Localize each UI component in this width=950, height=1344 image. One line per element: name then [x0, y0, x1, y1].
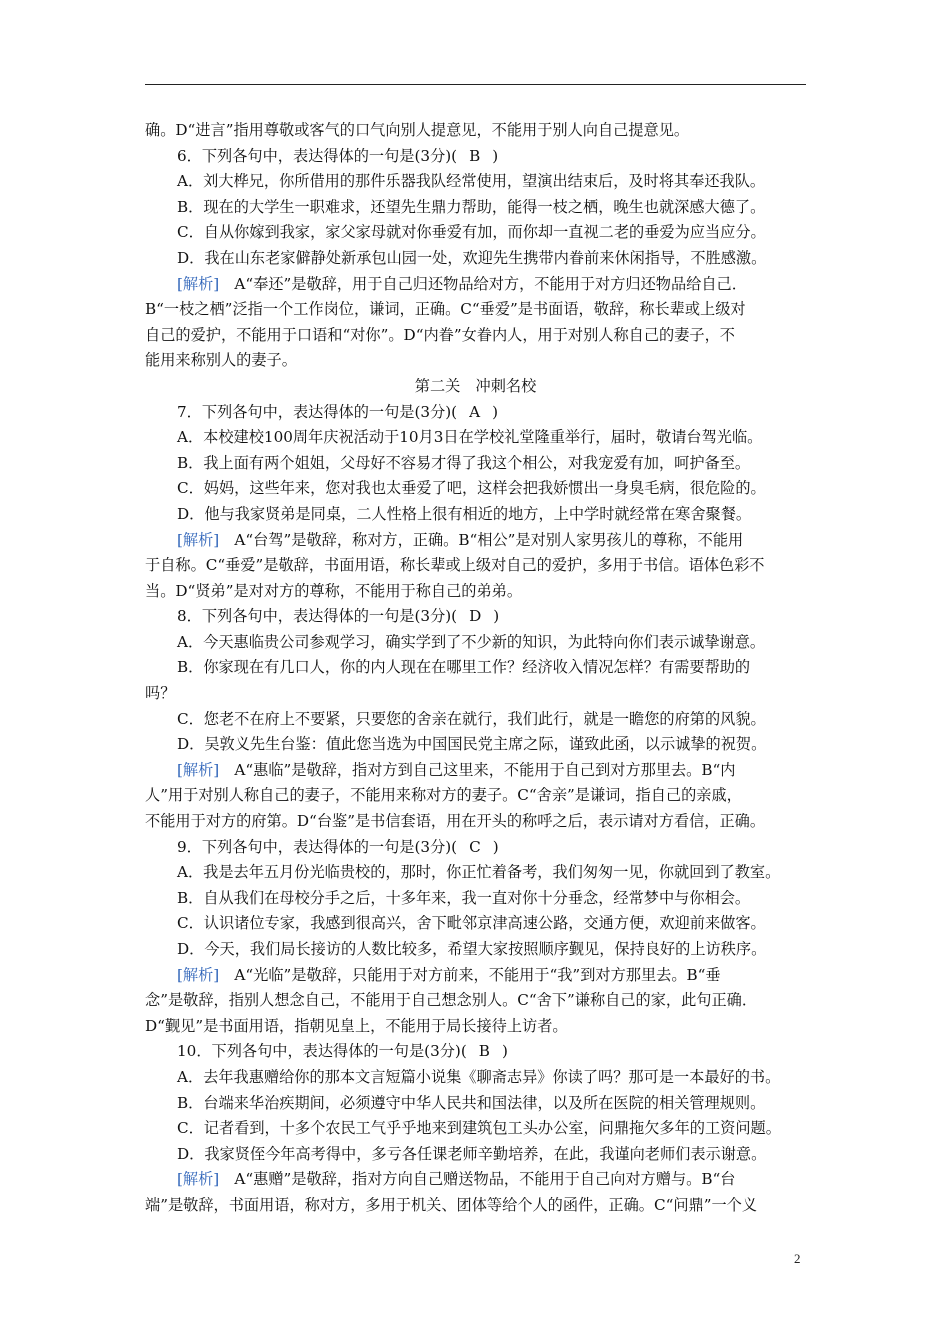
analysis-line: [145, 758, 806, 784]
analysis-tag: [解析]: [177, 1170, 220, 1189]
analysis-text: A“光临”是敬辞，只能用于对方前来，不能用于“我”到对方那里去。B“垂: [234, 965, 721, 984]
text-line: 确。D“进言”指用尊敬或客气的口气向别人提意见，不能用于别人向自己提意见。: [145, 121, 690, 139]
answer-option: D．吴敦义先生台鉴：值此您当选为中国国民党主席之际，谨致此函，以示诚挚的祝贺。: [177, 735, 767, 754]
answer-option: D．今天，我们局长接访的人数比较多，希望大家按照顺序觐见，保持良好的上访秩序。: [177, 940, 767, 958]
close-paren: ): [492, 837, 499, 856]
analysis-text: A“台驾”是敬辞，称对方，正确。B“相公”是对别人家男孩儿的尊称，不能用: [234, 530, 744, 549]
text-line: 念”是敬辞，指别人想念自己，不能用于自己想念别人。C“舍下”谦称自己的家，此句正确．: [145, 991, 758, 1010]
question-stem: [145, 835, 806, 861]
answer-option: D．他与我家贤弟是同桌，二人性格上很有相近的地方，上中学时就经常在寒舍聚餐。: [177, 504, 752, 523]
question-text: 6．下列各句中，表达得体的一句是(3分)(: [177, 146, 458, 165]
answer-option: A．今天惠临贵公司参观学习，确实学到了不少新的知识，为此特向你们表示诚挚谢意。: [177, 632, 766, 651]
answer-option: B．我上面有两个姐姐，父母好不容易才得了我这个相公，对我宠爱有加，呵护备至。: [177, 453, 751, 472]
text-line: 能用来称别人的妻子。: [145, 351, 297, 370]
question-stem: [145, 1039, 806, 1065]
answer-key: C: [469, 837, 481, 856]
text-line: 吗？: [145, 684, 176, 703]
analysis-line: [145, 528, 806, 554]
answer-option: B．台端来华治疾期间，必须遵守中华人民共和国法律，以及所在医院的相关管理规则。: [177, 1093, 766, 1112]
analysis-tag: [解析]: [177, 965, 220, 984]
question-stem: [145, 400, 806, 426]
text-line: D“觐见”是书面用语，指朝见皇上，不能用于局长接待上访者。: [145, 1016, 568, 1035]
answer-option: C．自从你嫁到我家，家父家母就对你垂爱有加，而你却一直视二老的垂爱为应当应分。: [177, 223, 766, 242]
question-stem: [145, 604, 806, 630]
text-line: 端”是敬辞，书面用语，称对方，多用于机关、团体等给个人的函件，正确。C“问鼎”一个义: [145, 1195, 758, 1214]
answer-option: D．我家贤侄今年高考得中，多亏各任课老师辛勤培养，在此，我谨向老师们表示谢意。: [177, 1144, 767, 1163]
answer-key: D: [469, 607, 482, 626]
answer-option: C．妈妈，这些年来，您对我也太垂爱了吧，这样会把我娇惯出一身臭毛病，很危险的。: [177, 479, 766, 498]
answer-option: A．本校建校100周年庆祝活动于10月3日在学校礼堂隆重举行，届时，敬请台驾光临。: [177, 428, 763, 447]
close-paren: ): [492, 402, 499, 421]
answer-option: B．你家现在有几口人，你的内人现在在哪里工作？经济收入情况怎样？有需要帮助的: [177, 658, 751, 677]
text-line: 不能用于对方的府第。D“台鉴”是书信套语，用在开头的称呼之后，表示请对方看信，正确。: [145, 812, 766, 831]
answer-option: C．记者看到，十多个农民工气乎乎地来到建筑包工头办公室，问鼎拖欠多年的工资问题。: [177, 1119, 781, 1138]
analysis-text: A“惠临”是敬辞，指对方到自己这里来，不能用于自己到对方那里去。B“内: [234, 760, 736, 779]
text-line: 自己的爱护，不能用于口语和“对你”。D“内眷”女眷内人，用于对别人称自己的妻子，不: [145, 325, 735, 344]
analysis-line: [145, 963, 806, 989]
question-text: 7．下列各句中，表达得体的一句是(3分)(: [177, 402, 458, 421]
text-line: B“一枝之栖”泛指一个工作岗位，谦词，正确。C“垂爱”是书面语，敬辞，称长辈或上级对: [145, 300, 746, 319]
text-line: 人”用于对别人称自己的妻子，不能用来称对方的妻子。C“舍亲”是谦词，指自己的亲戚，: [145, 786, 742, 805]
answer-option: B．自从我们在母校分手之后，十多年来，我一直对你十分垂念，经常梦中与你相会。: [177, 888, 751, 907]
text-line: 于自称。C“垂爱”是敬辞，书面用语，称长辈或上级对自己的爱护，多用于书信。语体色彩不: [145, 556, 765, 575]
answer-option: D．我在山东老家僻静处新承包山园一处，欢迎先生携带内眷前来休闲指导，不胜感激。: [177, 248, 767, 267]
analysis-tag: [解析]: [177, 530, 220, 549]
analysis-tag: [解析]: [177, 274, 220, 293]
close-paren: ): [493, 607, 500, 626]
answer-option: C．认识诸位专家，我感到很高兴，舍下毗邻京津高速公路，交通方便，欢迎前来做客。: [177, 914, 766, 933]
answer-key: B: [469, 146, 481, 165]
document-body: [145, 118, 806, 1219]
header-rule: [145, 84, 806, 85]
question-stem: [145, 144, 806, 170]
analysis-text: A“奉还”是敬辞，用于自己归还物品给对方，不能用于对方归还物品给自己．: [234, 274, 747, 293]
answer-option: A．我是去年五月份光临贵校的，那时，你正忙着备考，我们匆匆一见，你就回到了教室。: [177, 863, 781, 882]
analysis-line: [145, 1167, 806, 1193]
answer-option: A．去年我惠赠给你的那本文言短篇小说集《聊斋志异》你读了吗？那可是一本最好的书。: [177, 1067, 781, 1086]
section-title: 第二关 冲刺名校: [414, 376, 537, 395]
question-text: 8．下列各句中，表达得体的一句是(3分)(: [177, 607, 458, 626]
analysis-line: [145, 272, 806, 298]
analysis-text: A“惠赠”是敬辞，指对方向自己赠送物品，不能用于自己向对方赠与。B“台: [234, 1170, 736, 1189]
text-line: 当。D“贤弟”是对对方的尊称，不能用于称自己的弟弟。: [145, 581, 523, 600]
question-text: 10．下列各句中，表达得体的一句是(3分)(: [177, 1042, 467, 1061]
close-paren: ): [492, 146, 499, 165]
answer-option: A．刘大桦兄，你所借用的那件乐器我队经常使用，望演出结束后，及时将其奉还我队。: [177, 172, 766, 191]
answer-option: C．您老不在府上不要紧，只要您的舍亲在就行，我们此行，就是一瞻您的府第的风貌。: [177, 709, 766, 728]
page-number: 2: [794, 1251, 801, 1266]
close-paren: ): [501, 1042, 508, 1061]
answer-key: A: [469, 402, 481, 421]
answer-option: B．现在的大学生一职难求，还望先生鼎力帮助，能得一枝之栖，晚生也就深感大德了。: [177, 197, 766, 216]
answer-key: B: [478, 1042, 490, 1061]
question-text: 9．下列各句中，表达得体的一句是(3分)(: [177, 837, 458, 856]
analysis-tag: [解析]: [177, 760, 220, 779]
